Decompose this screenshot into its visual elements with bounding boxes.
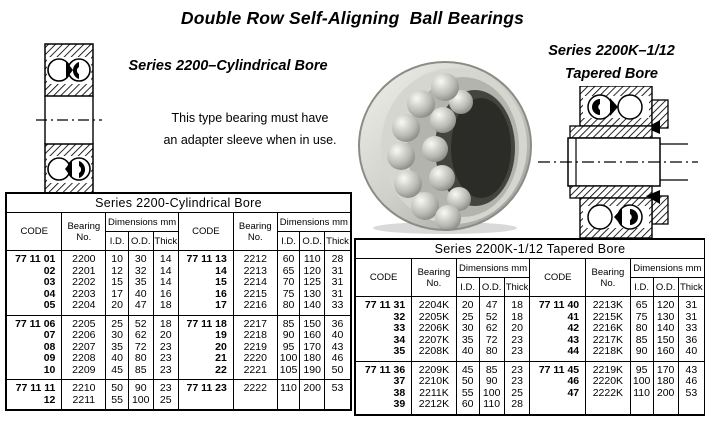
bearing-no-cell: 2216K	[586, 323, 631, 335]
dimension-cell: 62	[479, 323, 504, 335]
bearing-no-header-line: Bearing	[591, 266, 625, 278]
page-title: Double Row Self-Aligning Ball Bearings	[180, 8, 525, 28]
table-row	[356, 297, 704, 312]
code-cell: 42	[530, 323, 586, 335]
thick-header: Thick	[504, 278, 530, 297]
dimension-cell: 50	[106, 380, 129, 395]
dimension-cell: 95	[630, 361, 653, 376]
dimension-cell: 31	[325, 277, 350, 289]
dimension-cell: 140	[300, 300, 325, 315]
dimension-cell: 160	[653, 346, 678, 361]
dimension-cell	[325, 395, 350, 410]
dimension-cell: 43	[678, 361, 704, 376]
dimension-cell: 100	[479, 388, 504, 400]
table-row	[7, 395, 350, 410]
code-cell: 77 11 13	[178, 251, 233, 266]
tapered-bore-diagram-icon	[538, 86, 705, 238]
dimension-cell: 18	[504, 312, 530, 324]
table-row	[7, 315, 350, 330]
code-cell: 21	[178, 353, 233, 365]
bearing-no-cell: 2206K	[412, 323, 457, 335]
dimension-cell: 47	[128, 300, 153, 315]
dimension-cell: 52	[128, 315, 153, 330]
dimension-cell	[630, 399, 653, 414]
bearing-no-cell: 2213	[233, 266, 277, 278]
code-cell: 33	[393, 323, 406, 334]
bearing-no-cell: 2217	[233, 315, 277, 330]
dimension-cell: 150	[300, 315, 325, 330]
dimension-cell: 130	[653, 312, 678, 324]
dimension-cell: 31	[325, 289, 350, 301]
dimension-cell: 23	[153, 365, 178, 380]
code-cell: 03	[43, 277, 56, 288]
dimension-cell: 20	[153, 330, 178, 342]
bearing-no-cell: 2208	[62, 353, 106, 365]
dimension-cell: 62	[128, 330, 153, 342]
bearing-no-header-line: Bearing	[67, 220, 101, 232]
table-row	[356, 376, 704, 388]
bearing-no-cell: 2205K	[412, 312, 457, 324]
dimension-cell: 180	[300, 353, 325, 365]
dimension-cell: 30	[106, 330, 129, 342]
od-header: O.D.	[653, 278, 678, 297]
bearing-no-cell	[233, 395, 277, 410]
dimension-cell: 65	[630, 297, 653, 312]
dimension-cell: 23	[153, 342, 178, 354]
bearing-no-cell: 2207K	[412, 335, 457, 347]
code-cell: 17	[178, 300, 233, 315]
bearing-no-cell: 2222K	[586, 388, 631, 400]
code-cell: 77 11 45	[530, 361, 586, 376]
code-cell: 39	[393, 399, 406, 410]
code-cell: 09	[43, 353, 56, 364]
code-cell: 43	[530, 335, 586, 347]
dimension-cell: 85	[479, 361, 504, 376]
dimension-cell	[653, 399, 678, 414]
dimension-cell	[277, 395, 300, 410]
code-cell: 07	[43, 330, 56, 341]
table-row	[356, 312, 704, 324]
dimension-cell: 170	[653, 361, 678, 376]
code-cell: 34	[393, 334, 406, 346]
bearing-no-cell: 2212	[233, 251, 277, 266]
bearing-no-cell: 2221	[233, 365, 277, 380]
dimension-cell: 50	[456, 376, 479, 388]
code-cell: 77 11 40	[530, 297, 586, 312]
dimension-cell: 110	[300, 251, 325, 266]
dimension-cell: 40	[678, 346, 704, 361]
bearing-no-cell	[586, 399, 631, 414]
dimension-cell: 120	[653, 297, 678, 312]
dimension-cell: 60	[456, 399, 479, 414]
cylindrical-bore-table-container	[5, 192, 352, 411]
code-cell: 44	[530, 346, 586, 361]
dimension-cell: 23	[153, 380, 178, 395]
code-cell: 77 11 01	[15, 253, 56, 265]
bearing-no-cell: 2214	[233, 277, 277, 289]
table-row	[7, 353, 350, 365]
bearing-no-cell: 2209	[62, 365, 106, 380]
table-row	[356, 399, 704, 414]
bearing-no-header	[586, 259, 631, 297]
od-header: O.D.	[128, 232, 153, 251]
dimension-cell: 33	[325, 300, 350, 315]
table-row	[7, 330, 350, 342]
dimension-cell: 65	[277, 266, 300, 278]
bearing-no-cell: 2212K	[412, 399, 457, 414]
dimension-cell: 150	[653, 335, 678, 347]
dimension-cell: 80	[479, 346, 504, 361]
dimension-cell: 160	[300, 330, 325, 342]
dimension-cell: 55	[106, 395, 129, 410]
dimension-cell: 18	[504, 297, 530, 312]
cylindrical-bore-table	[7, 194, 350, 409]
code-header: CODE	[356, 259, 412, 297]
dimension-cell: 18	[153, 315, 178, 330]
bearing-no-header-line: Bearing	[238, 220, 272, 232]
code-cell: 02	[43, 265, 56, 277]
bearing-no-cell: 2219	[233, 342, 277, 354]
dimension-cell: 33	[678, 323, 704, 335]
table-row	[7, 300, 350, 315]
dimension-cell: 55	[456, 388, 479, 400]
bearing-no-cell: 2215	[233, 289, 277, 301]
dimension-cell: 140	[653, 323, 678, 335]
bearing-no-cell: 2220	[233, 353, 277, 365]
dimension-cell: 85	[128, 365, 153, 380]
bearing-no-cell: 2210	[62, 380, 106, 395]
dimension-cell: 190	[300, 365, 325, 380]
dimension-cell: 14	[153, 277, 178, 289]
tapered-bore-table	[356, 240, 704, 414]
dimension-cell: 31	[678, 312, 704, 324]
bearing-no-cell: 2217K	[586, 335, 631, 347]
id-header: I.D.	[106, 232, 129, 251]
bearing-no-cell: 2222	[233, 380, 277, 395]
code-cell: 32	[393, 311, 406, 323]
dimension-cell: 32	[128, 266, 153, 278]
dimension-cell: 46	[678, 376, 704, 388]
code-cell: 37	[393, 376, 406, 387]
dimension-cell: 70	[277, 277, 300, 289]
code-cell: 77 11 18	[178, 315, 233, 330]
dimension-cell: 80	[128, 353, 153, 365]
dimension-cell: 35	[456, 335, 479, 347]
dimension-cell: 18	[153, 300, 178, 315]
dimension-cell: 75	[630, 312, 653, 324]
code-cell	[178, 395, 233, 410]
adapter-sleeve-note-line2: an adapter sleeve when in use.	[163, 133, 337, 147]
bearing-no-cell: 2200	[62, 251, 106, 266]
code-cell: 04	[43, 288, 56, 300]
dimension-cell: 95	[277, 342, 300, 354]
bearing-no-cell: 2218	[233, 330, 277, 342]
dimension-cell: 45	[456, 361, 479, 376]
dimension-cell: 200	[300, 380, 325, 395]
table-title: Series 2200-Cylindrical Bore	[7, 194, 350, 213]
dimensions-header: Dimensions mm	[277, 213, 350, 232]
dimension-cell	[678, 399, 704, 414]
dimension-cell: 23	[153, 353, 178, 365]
dimension-cell: 23	[504, 361, 530, 376]
od-header: O.D.	[479, 278, 504, 297]
table-row	[356, 335, 704, 347]
dimension-cell: 25	[456, 312, 479, 324]
dimension-cell: 90	[277, 330, 300, 342]
table-row	[356, 388, 704, 400]
bearing-no-cell: 2215K	[586, 312, 631, 324]
bearing-no-cell: 2213K	[586, 297, 631, 312]
dimension-cell: 20	[106, 300, 129, 315]
bearing-no-cell: 2204K	[412, 297, 457, 312]
code-cell: 46	[530, 376, 586, 388]
dimension-cell: 30	[128, 251, 153, 266]
dimension-cell: 105	[277, 365, 300, 380]
table-row	[7, 289, 350, 301]
dimension-cell: 100	[277, 353, 300, 365]
dimension-cell: 53	[678, 388, 704, 400]
table-row	[356, 323, 704, 335]
bearing-no-cell: 2202	[62, 277, 106, 289]
dimension-cell: 40	[106, 353, 129, 365]
code-cell: 10	[43, 364, 56, 376]
dimensions-header: Dimensions mm	[630, 259, 704, 278]
cylindrical-bore-diagram-icon	[36, 42, 102, 198]
dimension-cell: 23	[504, 335, 530, 347]
dimension-cell: 72	[128, 342, 153, 354]
dimension-cell: 25	[504, 388, 530, 400]
dimension-cell	[300, 395, 325, 410]
bearing-no-cell: 2201	[62, 266, 106, 278]
dimension-cell: 110	[277, 380, 300, 395]
dimension-cell: 20	[456, 297, 479, 312]
code-cell: 20	[178, 342, 233, 354]
dimension-cell: 100	[630, 376, 653, 388]
table-row	[356, 361, 704, 376]
bearing-no-header-line: No.	[247, 231, 263, 243]
dimension-cell: 85	[277, 315, 300, 330]
dimension-cell: 47	[479, 297, 504, 312]
dimension-cell: 40	[325, 330, 350, 342]
dimension-cell: 28	[504, 399, 530, 414]
table-row	[7, 251, 350, 266]
series-2200k-heading-line1: Series 2200K–1/12	[548, 43, 675, 59]
dimension-cell: 180	[653, 376, 678, 388]
bearing-no-cell: 2209K	[412, 361, 457, 376]
code-cell: 08	[43, 341, 56, 353]
adapter-sleeve-note	[128, 107, 372, 151]
code-cell: 16	[178, 289, 233, 301]
bearing-no-cell: 2203	[62, 289, 106, 301]
dimension-cell: 23	[504, 376, 530, 388]
id-header: I.D.	[630, 278, 653, 297]
tapered-bore-table-container	[354, 238, 705, 416]
series-2200k-heading	[518, 40, 705, 86]
bearing-no-header-line: No.	[600, 277, 616, 289]
dimension-cell: 35	[106, 342, 129, 354]
dimension-cell: 25	[106, 315, 129, 330]
dimension-cell: 90	[479, 376, 504, 388]
dimensions-header: Dimensions mm	[456, 259, 530, 278]
code-cell: 47	[530, 388, 586, 400]
dimension-cell: 43	[325, 342, 350, 354]
bearing-no-header-line: Bearing	[417, 266, 451, 278]
dimension-cell: 53	[325, 380, 350, 395]
thick-header: Thick	[678, 278, 704, 297]
dimension-cell: 85	[630, 335, 653, 347]
code-cell	[530, 399, 586, 414]
dimension-cell: 200	[653, 388, 678, 400]
dimension-cell: 20	[504, 323, 530, 335]
dimension-cell: 75	[277, 289, 300, 301]
bearing-no-cell: 2211	[62, 395, 106, 410]
bearing-no-cell: 2207	[62, 342, 106, 354]
bearing-no-cell: 2208K	[412, 346, 457, 361]
thick-header: Thick	[153, 232, 178, 251]
dimension-cell: 110	[479, 399, 504, 414]
code-cell: 14	[178, 266, 233, 278]
bearing-no-header	[412, 259, 457, 297]
bearing-no-cell: 2216	[233, 300, 277, 315]
dimension-cell: 130	[300, 289, 325, 301]
code-cell: 35	[393, 346, 406, 357]
code-cell: 12	[43, 394, 56, 406]
dimension-cell: 46	[325, 353, 350, 365]
table-title: Series 2200K-1/12 Tapered Bore	[356, 240, 704, 259]
code-cell: 19	[178, 330, 233, 342]
code-cell: 77 11 31	[364, 299, 406, 311]
dimension-cell: 25	[153, 395, 178, 410]
code-header: CODE	[7, 213, 62, 251]
bearing-no-cell: 2220K	[586, 376, 631, 388]
bearing-no-cell: 2210K	[412, 376, 457, 388]
dimension-cell: 16	[153, 289, 178, 301]
table-row	[7, 380, 350, 395]
bearing-no-header	[62, 213, 106, 251]
dimension-cell: 10	[106, 251, 129, 266]
dimension-cell: 36	[325, 315, 350, 330]
bearing-no-header	[233, 213, 277, 251]
table-row	[356, 346, 704, 361]
code-header: CODE	[178, 213, 233, 251]
dimension-cell: 90	[128, 380, 153, 395]
bearing-no-cell: 2218K	[586, 346, 631, 361]
dimension-cell: 90	[630, 346, 653, 361]
code-cell: 77 11 06	[7, 315, 62, 330]
code-cell: 38	[393, 387, 406, 399]
bearing-no-header-line: No.	[76, 231, 92, 243]
dimension-cell: 80	[277, 300, 300, 315]
table-row	[7, 277, 350, 289]
dimension-cell: 80	[630, 323, 653, 335]
dimension-cell: 31	[678, 297, 704, 312]
od-header: O.D.	[300, 232, 325, 251]
dimension-cell: 60	[277, 251, 300, 266]
code-cell: 77 11 36	[356, 361, 412, 376]
table-row	[7, 342, 350, 354]
bearing-no-cell: 2219K	[586, 361, 631, 376]
series-2200-heading: Series 2200–Cylindrical Bore	[128, 58, 328, 74]
bearing-no-cell: 2211K	[412, 388, 457, 400]
thick-header: Thick	[325, 232, 350, 251]
dimension-cell: 12	[106, 266, 129, 278]
bearing-no-cell: 2204	[62, 300, 106, 315]
code-cell: 41	[530, 312, 586, 324]
code-cell: 15	[178, 277, 233, 289]
dimension-cell: 45	[106, 365, 129, 380]
dimension-cell: 14	[153, 266, 178, 278]
dimension-cell: 170	[300, 342, 325, 354]
dimension-cell: 28	[325, 251, 350, 266]
dimension-cell: 23	[504, 346, 530, 361]
dimension-cell: 17	[106, 289, 129, 301]
dimension-cell: 52	[479, 312, 504, 324]
bearing-no-cell: 2206	[62, 330, 106, 342]
dimension-cell: 125	[300, 277, 325, 289]
dimension-cell: 110	[630, 388, 653, 400]
adapter-sleeve-note-line1: This type bearing must have	[171, 111, 329, 125]
dimension-cell: 72	[479, 335, 504, 347]
series-2200k-heading-line2: Tapered Bore	[565, 66, 658, 82]
dimension-cell: 100	[128, 395, 153, 410]
dimension-cell: 14	[153, 251, 178, 266]
code-cell: 22	[178, 365, 233, 380]
bearing-no-cell: 2205	[62, 315, 106, 330]
dimension-cell: 15	[106, 277, 129, 289]
table-row	[7, 365, 350, 380]
dimension-cell: 35	[128, 277, 153, 289]
dimension-cell: 120	[300, 266, 325, 278]
dimension-cell: 40	[456, 346, 479, 361]
dimension-cell: 30	[456, 323, 479, 335]
table-row	[7, 266, 350, 278]
dimension-cell: 50	[325, 365, 350, 380]
dimension-cell: 40	[128, 289, 153, 301]
code-cell: 77 11 23	[178, 380, 233, 395]
code-header: CODE	[530, 259, 586, 297]
code-cell: 77 11 11	[7, 380, 62, 395]
dimensions-header: Dimensions mm	[106, 213, 179, 232]
id-header: I.D.	[456, 278, 479, 297]
bearing-photo	[357, 60, 533, 235]
code-cell: 05	[43, 300, 56, 311]
id-header: I.D.	[277, 232, 300, 251]
dimension-cell: 36	[678, 335, 704, 347]
bearing-no-header-line: No.	[426, 277, 442, 289]
dimension-cell: 31	[325, 266, 350, 278]
